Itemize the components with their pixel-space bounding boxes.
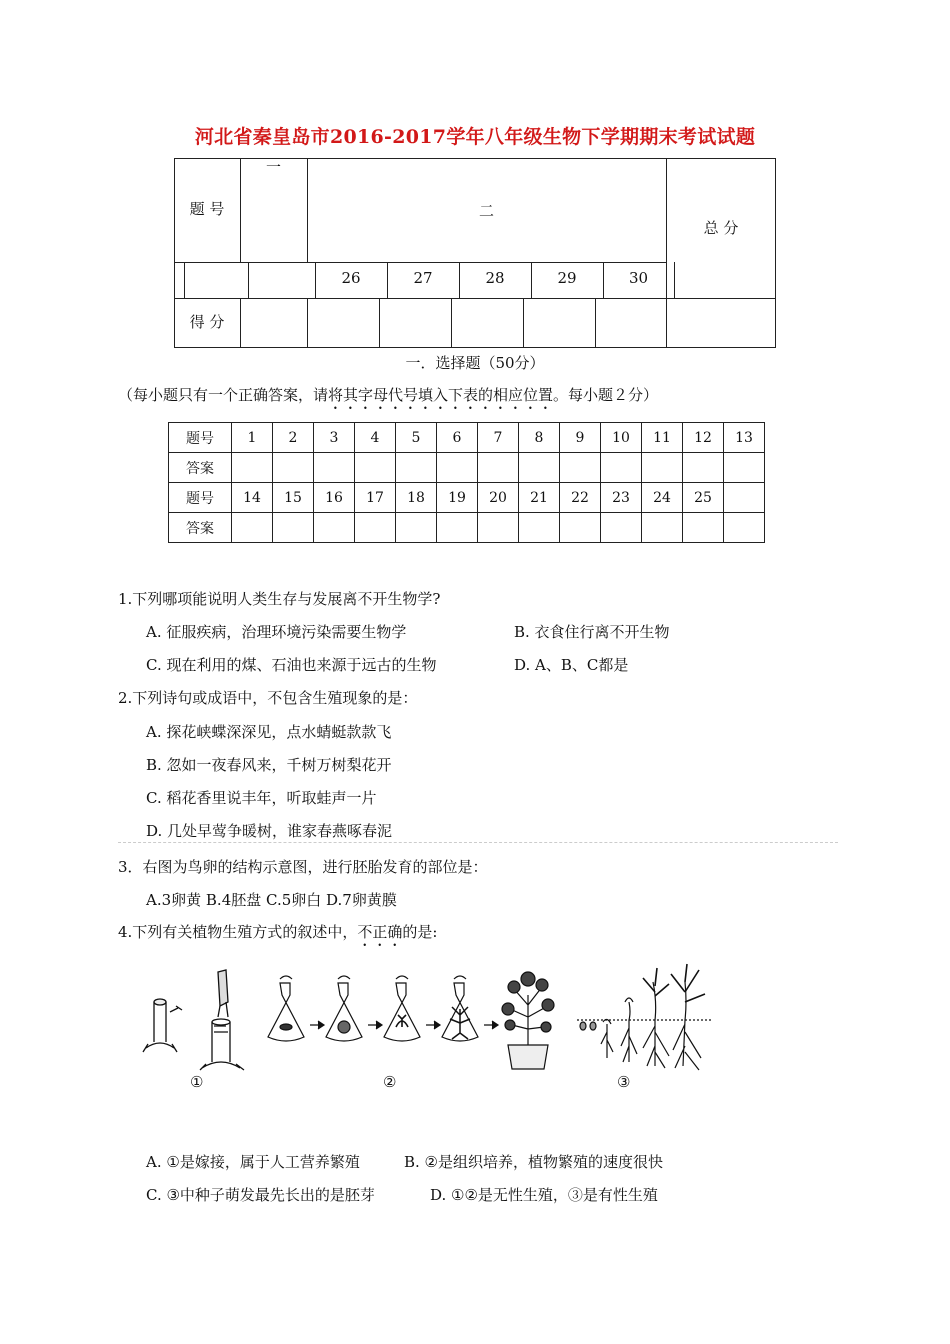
answer-cell[interactable] bbox=[273, 453, 314, 483]
answer-cell[interactable] bbox=[642, 453, 683, 483]
answer-cell[interactable] bbox=[232, 513, 273, 543]
figure-label-2: ② bbox=[383, 1073, 397, 1091]
question-4-option-d: D. ①②是无性生殖，③是有性生殖 bbox=[430, 1186, 658, 1204]
section-heading: 一．选择题（50分） bbox=[405, 354, 545, 372]
row-label: 题号 bbox=[169, 423, 232, 453]
question-number: 9 bbox=[560, 423, 601, 453]
question-number: 16 bbox=[314, 483, 355, 513]
question-number: 24 bbox=[642, 483, 683, 513]
answer-cell[interactable] bbox=[478, 453, 519, 483]
answer-cell[interactable] bbox=[601, 453, 642, 483]
question-number: 18 bbox=[396, 483, 437, 513]
question-4-stem: 4.下列有关植物生殖方式的叙述中，不正确的是: bbox=[118, 923, 438, 941]
section-instructions: （每小题只有一个正确答案，请将其字母代号填入下表的相应位置。每小题２分） bbox=[118, 386, 659, 404]
question-number: 17 bbox=[355, 483, 396, 513]
row-label: 题号 bbox=[169, 483, 232, 513]
score-col-28: 28 bbox=[485, 269, 505, 287]
answer-table bbox=[168, 422, 765, 543]
row-label: 答案 bbox=[169, 513, 232, 543]
question-number: 13 bbox=[724, 423, 765, 453]
question-number: 4 bbox=[355, 423, 396, 453]
answer-cell[interactable] bbox=[396, 513, 437, 543]
figure-label-1: ① bbox=[190, 1073, 204, 1091]
figure-label-3: ③ bbox=[617, 1073, 631, 1091]
table-row bbox=[169, 483, 765, 513]
answer-cell[interactable] bbox=[478, 513, 519, 543]
question-2-option-b: B. 忽如一夜春风来，千树万树梨花开 bbox=[146, 756, 392, 774]
defen-label: 得 分 bbox=[189, 313, 225, 331]
question-1-stem: 1.下列哪项能说明人类生存与发展离不开生物学? bbox=[118, 590, 441, 608]
section-one-label: 一 bbox=[265, 158, 281, 176]
question-number: 22 bbox=[560, 483, 601, 513]
question-number: 1 bbox=[232, 423, 273, 453]
answer-cell[interactable] bbox=[683, 453, 724, 483]
answer-cell[interactable] bbox=[683, 513, 724, 543]
page-title: 河北省秦皇岛市2016-2017学年八年级生物下学期期末考试试题 bbox=[194, 126, 756, 148]
question-number: 19 bbox=[437, 483, 478, 513]
answer-cell[interactable] bbox=[314, 453, 355, 483]
question-1-option-c: C. 现在利用的煤、石油也来源于远古的生物 bbox=[146, 656, 437, 674]
question-number: 11 bbox=[642, 423, 683, 453]
table-row bbox=[169, 513, 765, 543]
question-number: 3 bbox=[314, 423, 355, 453]
answer-cell[interactable] bbox=[519, 453, 560, 483]
answer-cell[interactable] bbox=[396, 453, 437, 483]
answer-cell[interactable] bbox=[560, 453, 601, 483]
answer-cell[interactable] bbox=[642, 513, 683, 543]
score-col-30: 30 bbox=[628, 269, 649, 287]
question-number: 6 bbox=[437, 423, 478, 453]
question-number: 23 bbox=[601, 483, 642, 513]
answer-cell[interactable] bbox=[273, 513, 314, 543]
score-col-29: 29 bbox=[557, 269, 577, 287]
question-1-option-b: B. 衣食住行离不开生物 bbox=[514, 623, 670, 641]
answer-cell[interactable] bbox=[355, 513, 396, 543]
row-label: 答案 bbox=[169, 453, 232, 483]
question-number: 14 bbox=[232, 483, 273, 513]
question-number: 12 bbox=[683, 423, 724, 453]
score-col-26: 26 bbox=[341, 269, 361, 287]
question-2-option-a: A. 探花峡蝶深深见，点水蜻蜓款款飞 bbox=[146, 723, 392, 741]
answer-cell[interactable] bbox=[560, 513, 601, 543]
grafting-illustration bbox=[140, 962, 260, 1072]
answer-cell[interactable] bbox=[724, 453, 765, 483]
question-1-option-a: A. 征服疾病，治理环境污染需要生物学 bbox=[146, 623, 407, 641]
answer-cell[interactable] bbox=[437, 453, 478, 483]
question-3-options: A.3卵黄 B.4胚盘 C.5卵白 D.7卵黄膜 bbox=[146, 891, 397, 909]
answer-cell[interactable] bbox=[355, 453, 396, 483]
answer-cell[interactable] bbox=[314, 513, 355, 543]
section-two-label: 二 bbox=[478, 202, 494, 220]
seed-germination-illustration bbox=[575, 962, 715, 1072]
score-col-27: 27 bbox=[413, 269, 433, 287]
question-number: 20 bbox=[478, 483, 519, 513]
answer-cell[interactable] bbox=[724, 513, 765, 543]
question-number: 7 bbox=[478, 423, 519, 453]
answer-cell[interactable] bbox=[519, 513, 560, 543]
question-4-option-b: B. ②是组织培养，植物繁殖的速度很快 bbox=[404, 1153, 664, 1171]
question-2-option-c: C. 稻花香里说丰年，听取蛙声一片 bbox=[146, 789, 377, 807]
question-number: 25 bbox=[683, 483, 724, 513]
answer-cell[interactable] bbox=[437, 513, 478, 543]
question-3-stem: 3．右图为鸟卵的结构示意图，进行胚胎发育的部位是： bbox=[118, 858, 488, 876]
question-1-option-d: D. A、B、C都是 bbox=[514, 656, 629, 674]
table-row bbox=[169, 453, 765, 483]
question-number: 8 bbox=[519, 423, 560, 453]
answer-cell[interactable] bbox=[232, 453, 273, 483]
question-number: 10 bbox=[601, 423, 642, 453]
question-2-stem: 2.下列诗句或成语中，不包含生殖现象的是： bbox=[118, 689, 418, 707]
question-number: 5 bbox=[396, 423, 437, 453]
question-4-option-c: C. ③中种子萌发最先长出的是胚芽 bbox=[146, 1186, 375, 1204]
question-number: 15 bbox=[273, 483, 314, 513]
question-number: 2 bbox=[273, 423, 314, 453]
tissue-culture-illustration bbox=[262, 965, 582, 1075]
question-number bbox=[724, 483, 765, 513]
question-number: 21 bbox=[519, 483, 560, 513]
answer-cell[interactable] bbox=[601, 513, 642, 543]
total-score-label: 总 分 bbox=[703, 219, 739, 237]
table-row bbox=[169, 423, 765, 453]
question-2-option-d: D. 几处早莺争暖树，谁家春燕啄春泥 bbox=[146, 822, 393, 840]
divider bbox=[118, 842, 838, 843]
tihao-label: 题 号 bbox=[189, 200, 225, 218]
question-4-option-a: A. ①是嫁接，属于人工营养繁殖 bbox=[146, 1153, 360, 1171]
